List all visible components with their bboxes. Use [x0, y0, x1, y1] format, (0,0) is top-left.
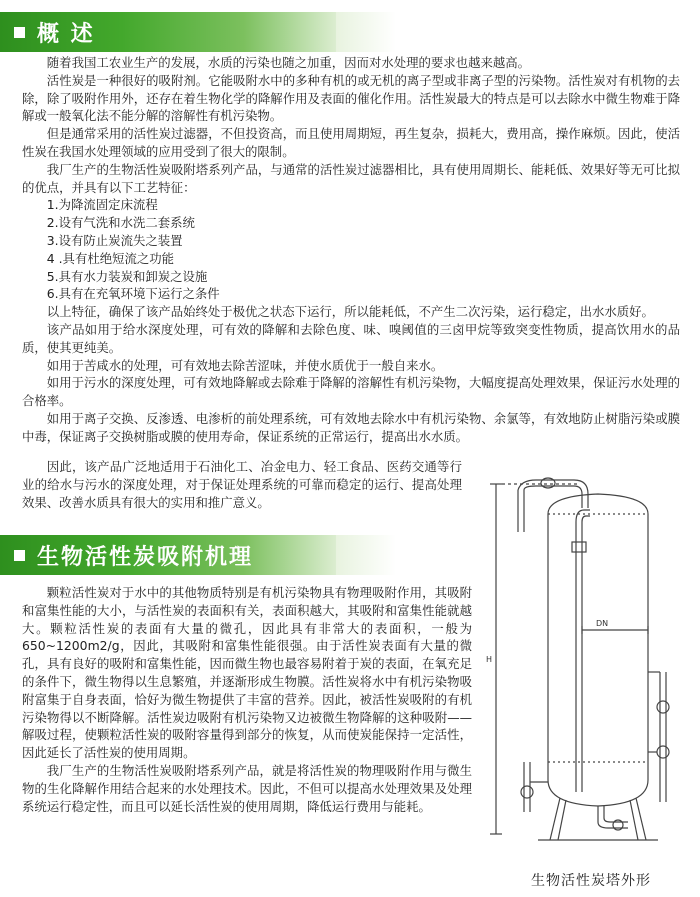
list-item: 1.为降流固定床流程: [46, 197, 158, 213]
paragraph: 如用于离子交换、反渗透、电渗析的前处理系统，可有效地去除水中有机污染物、余氯等，有效地防止树脂污染或膜中毒，保证离子交换树脂或膜的使用寿命，保证系统的正常运行，提高出水水质。: [22, 410, 680, 444]
section-title: 概 述: [37, 21, 95, 47]
dimension-label-h: H: [486, 655, 493, 664]
list-item: 4 .具有杜绝短流之功能: [46, 250, 175, 266]
list-item: 5.具有水力装炭和卸炭之设施: [46, 268, 208, 284]
paragraph: 如用于苦咸水的处理，可有效地去除苦涩味，并使水质优于一般自来水。: [46, 357, 444, 373]
list-item: 6.具有在充氧环境下运行之条件: [46, 286, 220, 302]
bullet-square-icon: [14, 27, 25, 38]
list-item: 3.设有防止炭流失之装置: [46, 232, 183, 248]
list-item: 2.设有气洗和水洗二套系统: [46, 215, 195, 231]
section-header-mechanism: [0, 535, 348, 575]
section-title: 生物活性炭吸附机理: [37, 544, 254, 570]
overview-body: [22, 54, 680, 446]
paragraph: 因此，该产品广泛地适用于石油化工、冶金电力、轻工食品、医药交通等行业的给水与污水的深度处理，对于保证处理系统的可靠而稳定的运行、提高处理效果、改善水质具有很大的实用和推广意义。: [22, 459, 462, 510]
paragraph: 我厂生产的生物活性炭吸附塔系列产品，与通常的活性炭过滤器相比，具有使用周期长、能耗低、效果好等无可比拟的优点，并具有以下工艺特征：: [22, 161, 680, 195]
dimension-label-dn: DN: [596, 619, 609, 628]
paragraph: 该产品如用于给水深度处理，可有效的降解和去除色度、味、嗅阈值的三卤甲烷等致突变性物质，提高饮用水的品质，使其更纯美。: [22, 321, 680, 355]
valve-icon: [657, 701, 669, 713]
paragraph: 如用于污水的深度处理，可有效地降解或去除难于降解的溶解性有机污染物，大幅度提高处理效果，保证污水处理的合格率。: [22, 375, 680, 409]
feature-list: [22, 196, 680, 303]
valve-icon: [521, 786, 533, 798]
overview-body-tail: [22, 458, 462, 511]
section-header-overview: [0, 12, 348, 52]
paragraph: 颗粒活性炭对于水中的其他物质特别是有机污染物具有物理吸附作用，其吸附和富集性能的大小，与活性炭的表面积有关，表面积越大，其吸附和富集性能就越大。颗粒活性炭的表面有大量的微孔，因此具有非常大的表面积，一般为650~1200m2/g，因此，其吸附和富集性能很强。由于活性炭表面有大量的微孔，具有良好的吸附和富集性能，因而微生物也最容易附着于炭的表面，在氧充足的条件下，微生物得以生息繁殖，并逐渐形成生物膜。活性炭将水中有机污染物吸附富集于自身表面，恰好为微生物提供了丰富的营养。因此，被活性炭吸附的有机污染物得以不断降解。活性炭边吸附有机污染物又边被微生物降解的这种吸附——解吸过程，使颗粒活性炭的吸附容量得到部分的恢复，从而使炭能保持一定活性，因此延长了活性炭的使用周期。: [22, 585, 472, 761]
valve-icon: [657, 746, 669, 758]
activated-carbon-tower-drawing: [478, 462, 696, 862]
bullet-square-icon: [14, 550, 25, 561]
paragraph: 活性炭是一种很好的吸附剂。它能吸附水中的多种有机的或无机的离子型或非离子型的污染物。活性炭对有机物的去除，除了吸附作用外，还存在着生物化学的降解作用及表面的催化作用。活性炭最大的特点是可以去除水中微生物难于降解或一般氧化法不能分解的溶解性有机污染物。: [22, 72, 680, 124]
paragraph: 以上特征，确保了该产品始终处于极优之状态下运行，所以能耗低，不产生二次污染，运行稳定，出水水质好。: [46, 304, 654, 320]
figure-caption: 生物活性炭塔外形: [531, 873, 651, 889]
paragraph: 但是通常采用的活性炭过滤器，不但投资高，而且使用周期短，再生复杂，损耗大，费用高，操作麻烦。因此，使活性炭在我国水处理领域的应用受到了很大的限制。: [22, 126, 680, 159]
paragraph: 我厂生产的生物活性炭吸附塔系列产品，就是将活性炭的物理吸附作用与微生物的生化降解作用结合起来的水处理技术。因此，不但可以提高水处理效果及处理系统运行稳定性，而且可以延长活性炭的使用周期，降低运行费用与能耗。: [22, 762, 472, 814]
paragraph: 随着我国工农业生产的发展，水质的污染也随之加重，因而对水处理的要求也越来越高。: [46, 55, 531, 70]
mechanism-body: [22, 584, 472, 815]
